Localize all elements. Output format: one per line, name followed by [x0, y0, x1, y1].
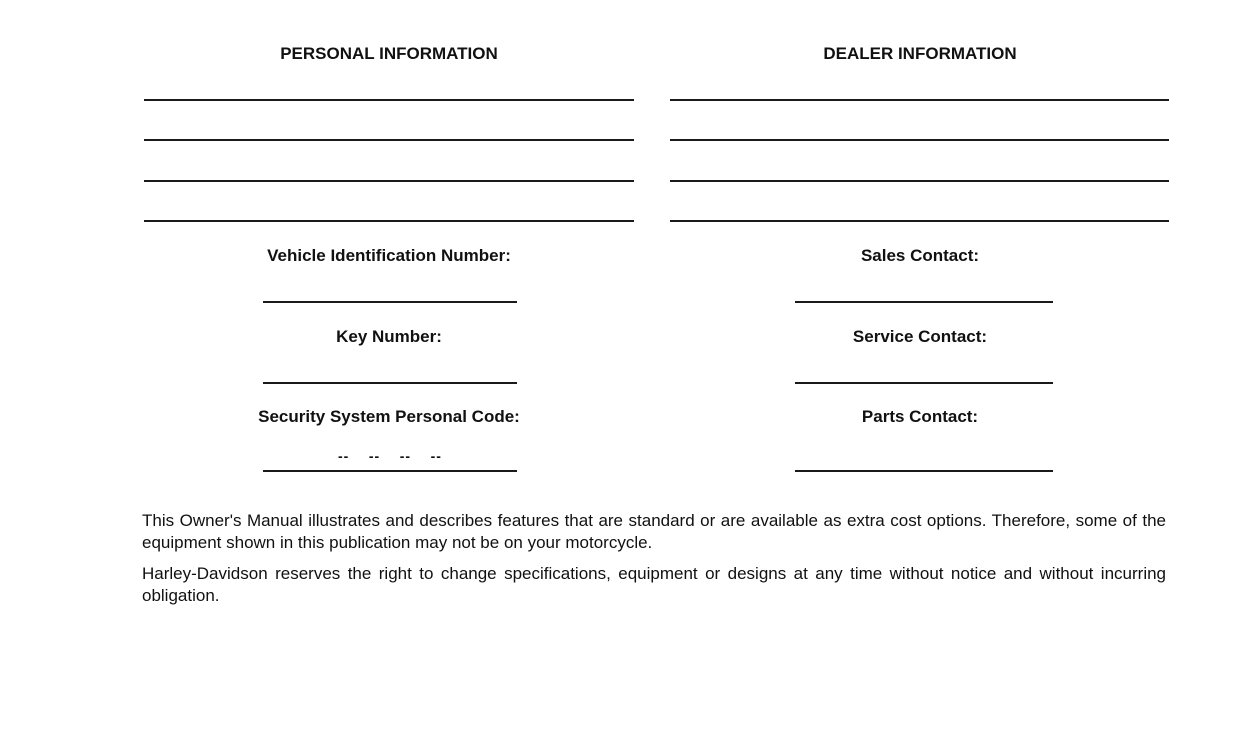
parts-contact-label: Parts Contact:: [861, 407, 979, 426]
personal-info-line-4[interactable]: [144, 220, 634, 222]
service-contact-field-line[interactable]: [795, 382, 1053, 384]
security-code-dashes: -- -- -- --: [338, 448, 442, 464]
sales-contact-label: Sales Contact:: [860, 246, 980, 265]
security-code-label: Security System Personal Code:: [258, 407, 520, 426]
sales-contact-field-line[interactable]: [795, 301, 1053, 303]
dealer-information-heading: DEALER INFORMATION: [823, 44, 1017, 63]
dealer-info-line-2[interactable]: [670, 139, 1169, 141]
personal-info-line-1[interactable]: [144, 99, 634, 101]
personal-info-line-3[interactable]: [144, 180, 634, 182]
security-code-field-line[interactable]: [263, 470, 517, 472]
manual-features-note: This Owner's Manual illustrates and describes features that are standard or are available as extra cost options. Therefore, some of the equipment shown in this publication may not be on your motorcycle.: [142, 511, 1166, 552]
key-number-label: Key Number:: [336, 327, 442, 346]
vin-label: Vehicle Identification Number:: [267, 246, 511, 265]
dealer-info-line-1[interactable]: [670, 99, 1169, 101]
dealer-info-line-3[interactable]: [670, 180, 1169, 182]
parts-contact-field-line[interactable]: [795, 470, 1053, 472]
personal-information-heading: PERSONAL INFORMATION: [280, 44, 498, 63]
personal-info-line-2[interactable]: [144, 139, 634, 141]
dealer-info-line-4[interactable]: [670, 220, 1169, 222]
specifications-disclaimer: Harley-Davidson reserves the right to change specifications, equipment or designs at any time without notice and without incurring obligation.: [142, 564, 1166, 605]
service-contact-label: Service Contact:: [852, 327, 988, 346]
vin-field-line[interactable]: [263, 301, 517, 303]
key-number-field-line[interactable]: [263, 382, 517, 384]
